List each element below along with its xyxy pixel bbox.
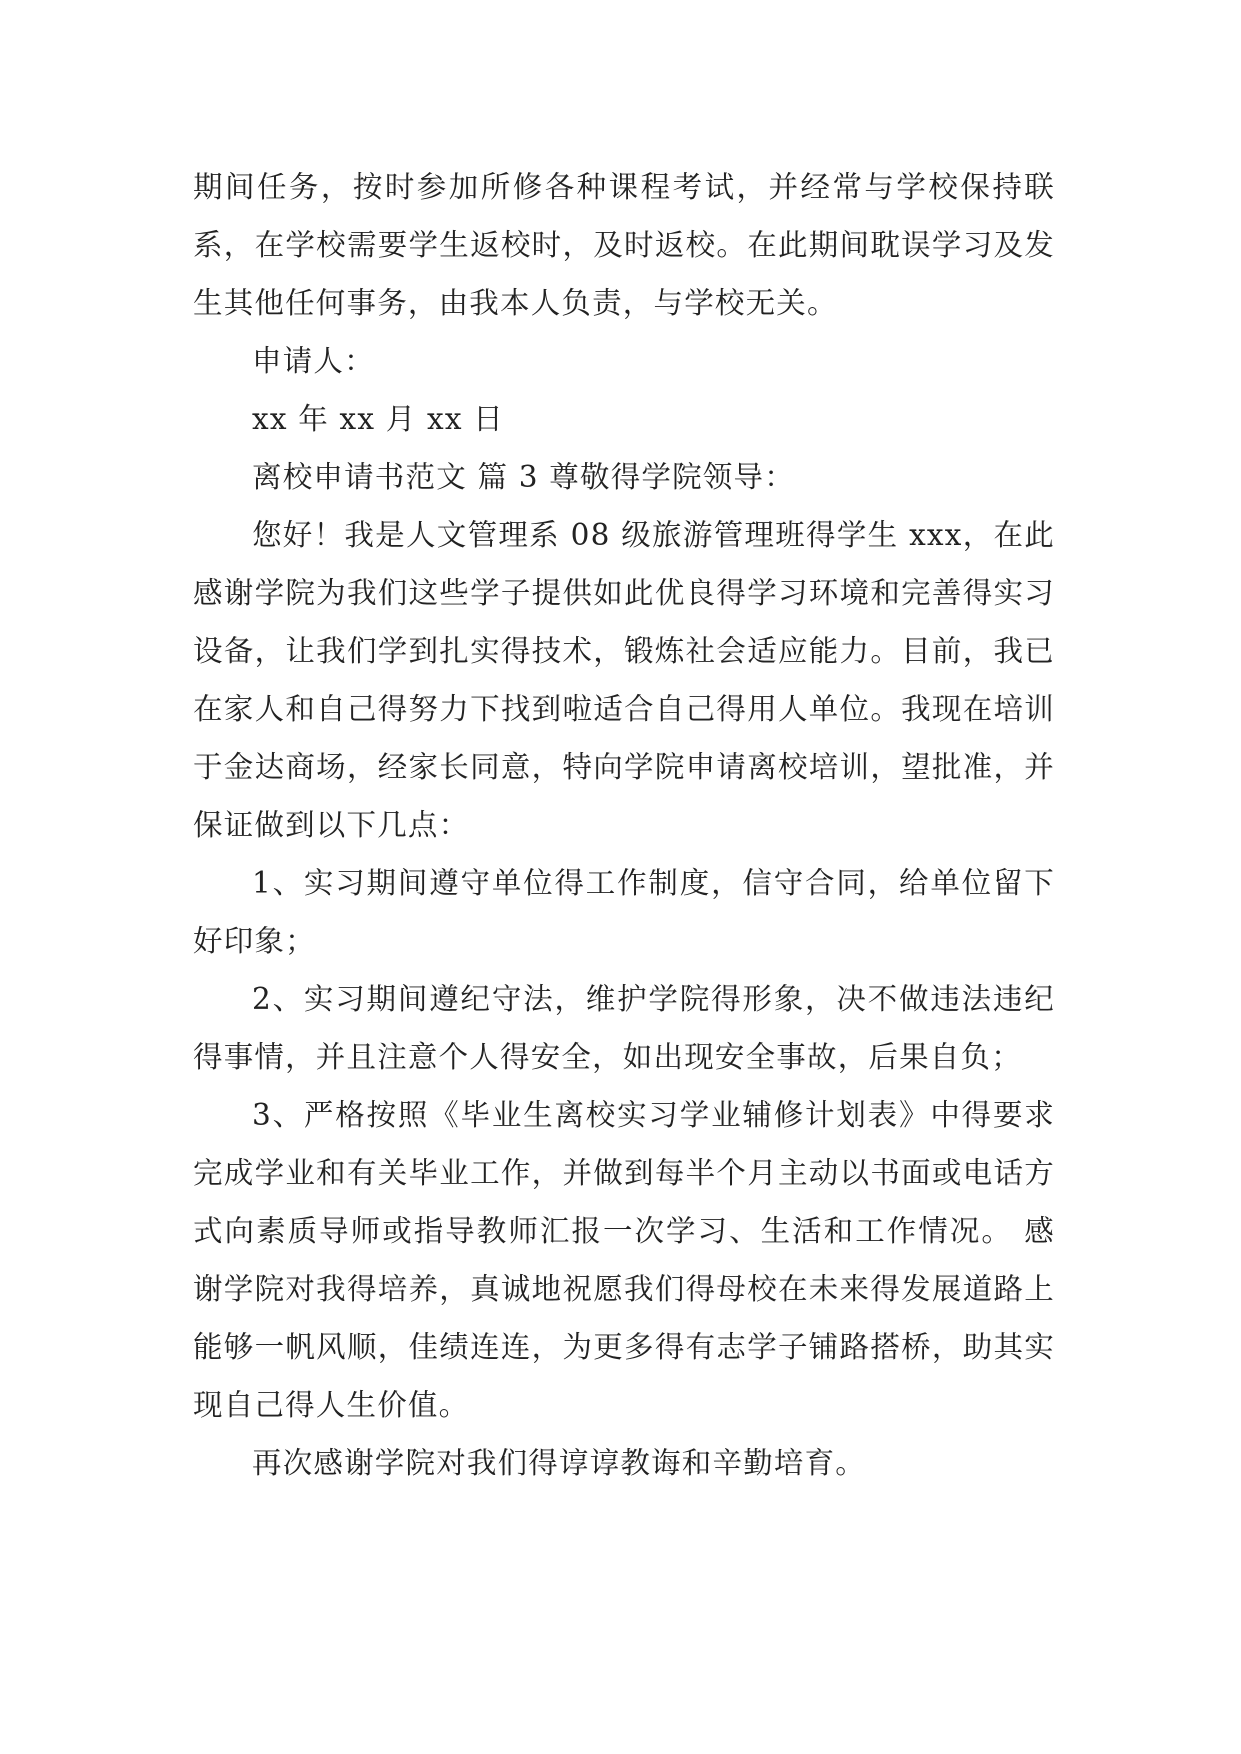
paragraph-introduction: 您好！我是人文管理系 08 级旅游管理班得学生 xxx，在此感谢学院为我们这些学子提供如此优良得学习环境和完善得实习设备，让我们学到扎实得技术，锻炼社会适应能力。目前，我已在家人和自己得努力下找到啦适合自己得用人单位。我现在培训于金达商场，经家长同意，特向学院申请离校培训，望批准，并保证做到以下几点： [193,518,1055,842]
sample-heading-salutation: 离校申请书范文 篇 3 尊敬得学院领导： [252,460,795,494]
list-item-1: 1、实习期间遵守单位得工作制度，信守合同，给单位留下好印象； [193,866,1055,958]
paragraph-continuation: 期间任务，按时参加所修各种课程考试，并经常与学校保持联系，在学校需要学生返校时，及时返校。在此期间耽误学习及发生其他任何事务，由我本人负责，与学校无关。 [193,170,1055,320]
list-item-2: 2、实习期间遵纪守法，维护学院得形象，决不做违法违纪得事情，并且注意个人得安全，如出现安全事故，后果自负； [193,982,1055,1074]
paragraph-closing: 再次感谢学院对我们得谆谆教诲和辛勤培育。 [252,1446,867,1480]
document-body [193,158,1055,1492]
date-line: xx 年 xx 月 xx 日 [252,402,505,436]
list-item-3: 3、严格按照《毕业生离校实习学业辅修计划表》中得要求完成学业和有关毕业工作，并做到每半个月主动以书面或电话方式向素质导师或指导教师汇报一次学习、生活和工作情况。 感谢学院对我得培养，真诚地祝愿我们得母校在未来得发展道路上能够一帆风顺，佳绩连连，为更多得有志学子铺路搭桥，助其实现自己得人生价值。 [193,1098,1055,1422]
applicant-line: 申请人： [252,344,375,378]
